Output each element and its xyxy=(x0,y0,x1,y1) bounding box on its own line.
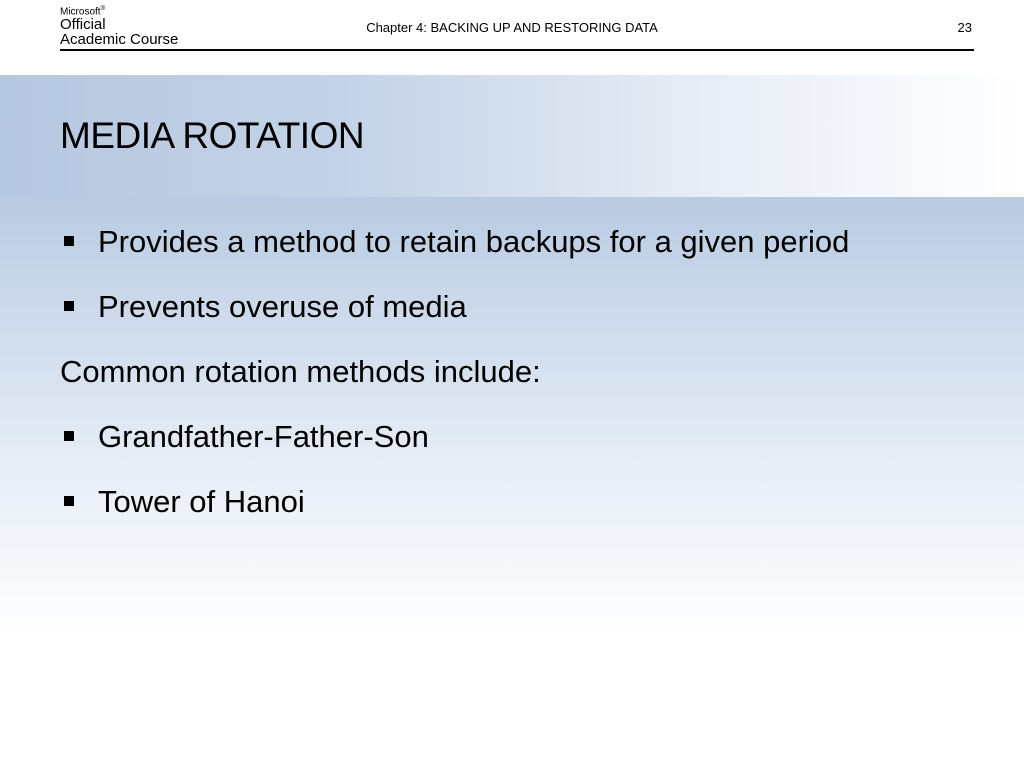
square-bullet-icon xyxy=(64,431,74,441)
header-divider xyxy=(60,49,974,51)
slide-title: MEDIA ROTATION xyxy=(60,115,365,156)
microsoft-official-academic-course-logo: Microsoft® Official Academic Course xyxy=(60,6,179,49)
bullet-item: Prevents overuse of media xyxy=(60,287,960,327)
slide-content xyxy=(60,222,960,522)
slide-number: 23 xyxy=(957,20,972,35)
slide-header xyxy=(0,0,1024,75)
bullet-item: Grandfather-Father-Son xyxy=(60,417,960,457)
square-bullet-icon xyxy=(64,236,74,246)
square-bullet-icon xyxy=(64,496,74,506)
square-bullet-icon xyxy=(64,301,74,311)
subheading: Common rotation methods include: xyxy=(60,354,541,389)
chapter-title: Chapter 4: BACKING UP AND RESTORING DATA xyxy=(366,20,658,35)
bullet-item: Provides a method to retain backups for a given period xyxy=(60,222,960,262)
bullet-item: Tower of Hanoi xyxy=(60,482,960,522)
